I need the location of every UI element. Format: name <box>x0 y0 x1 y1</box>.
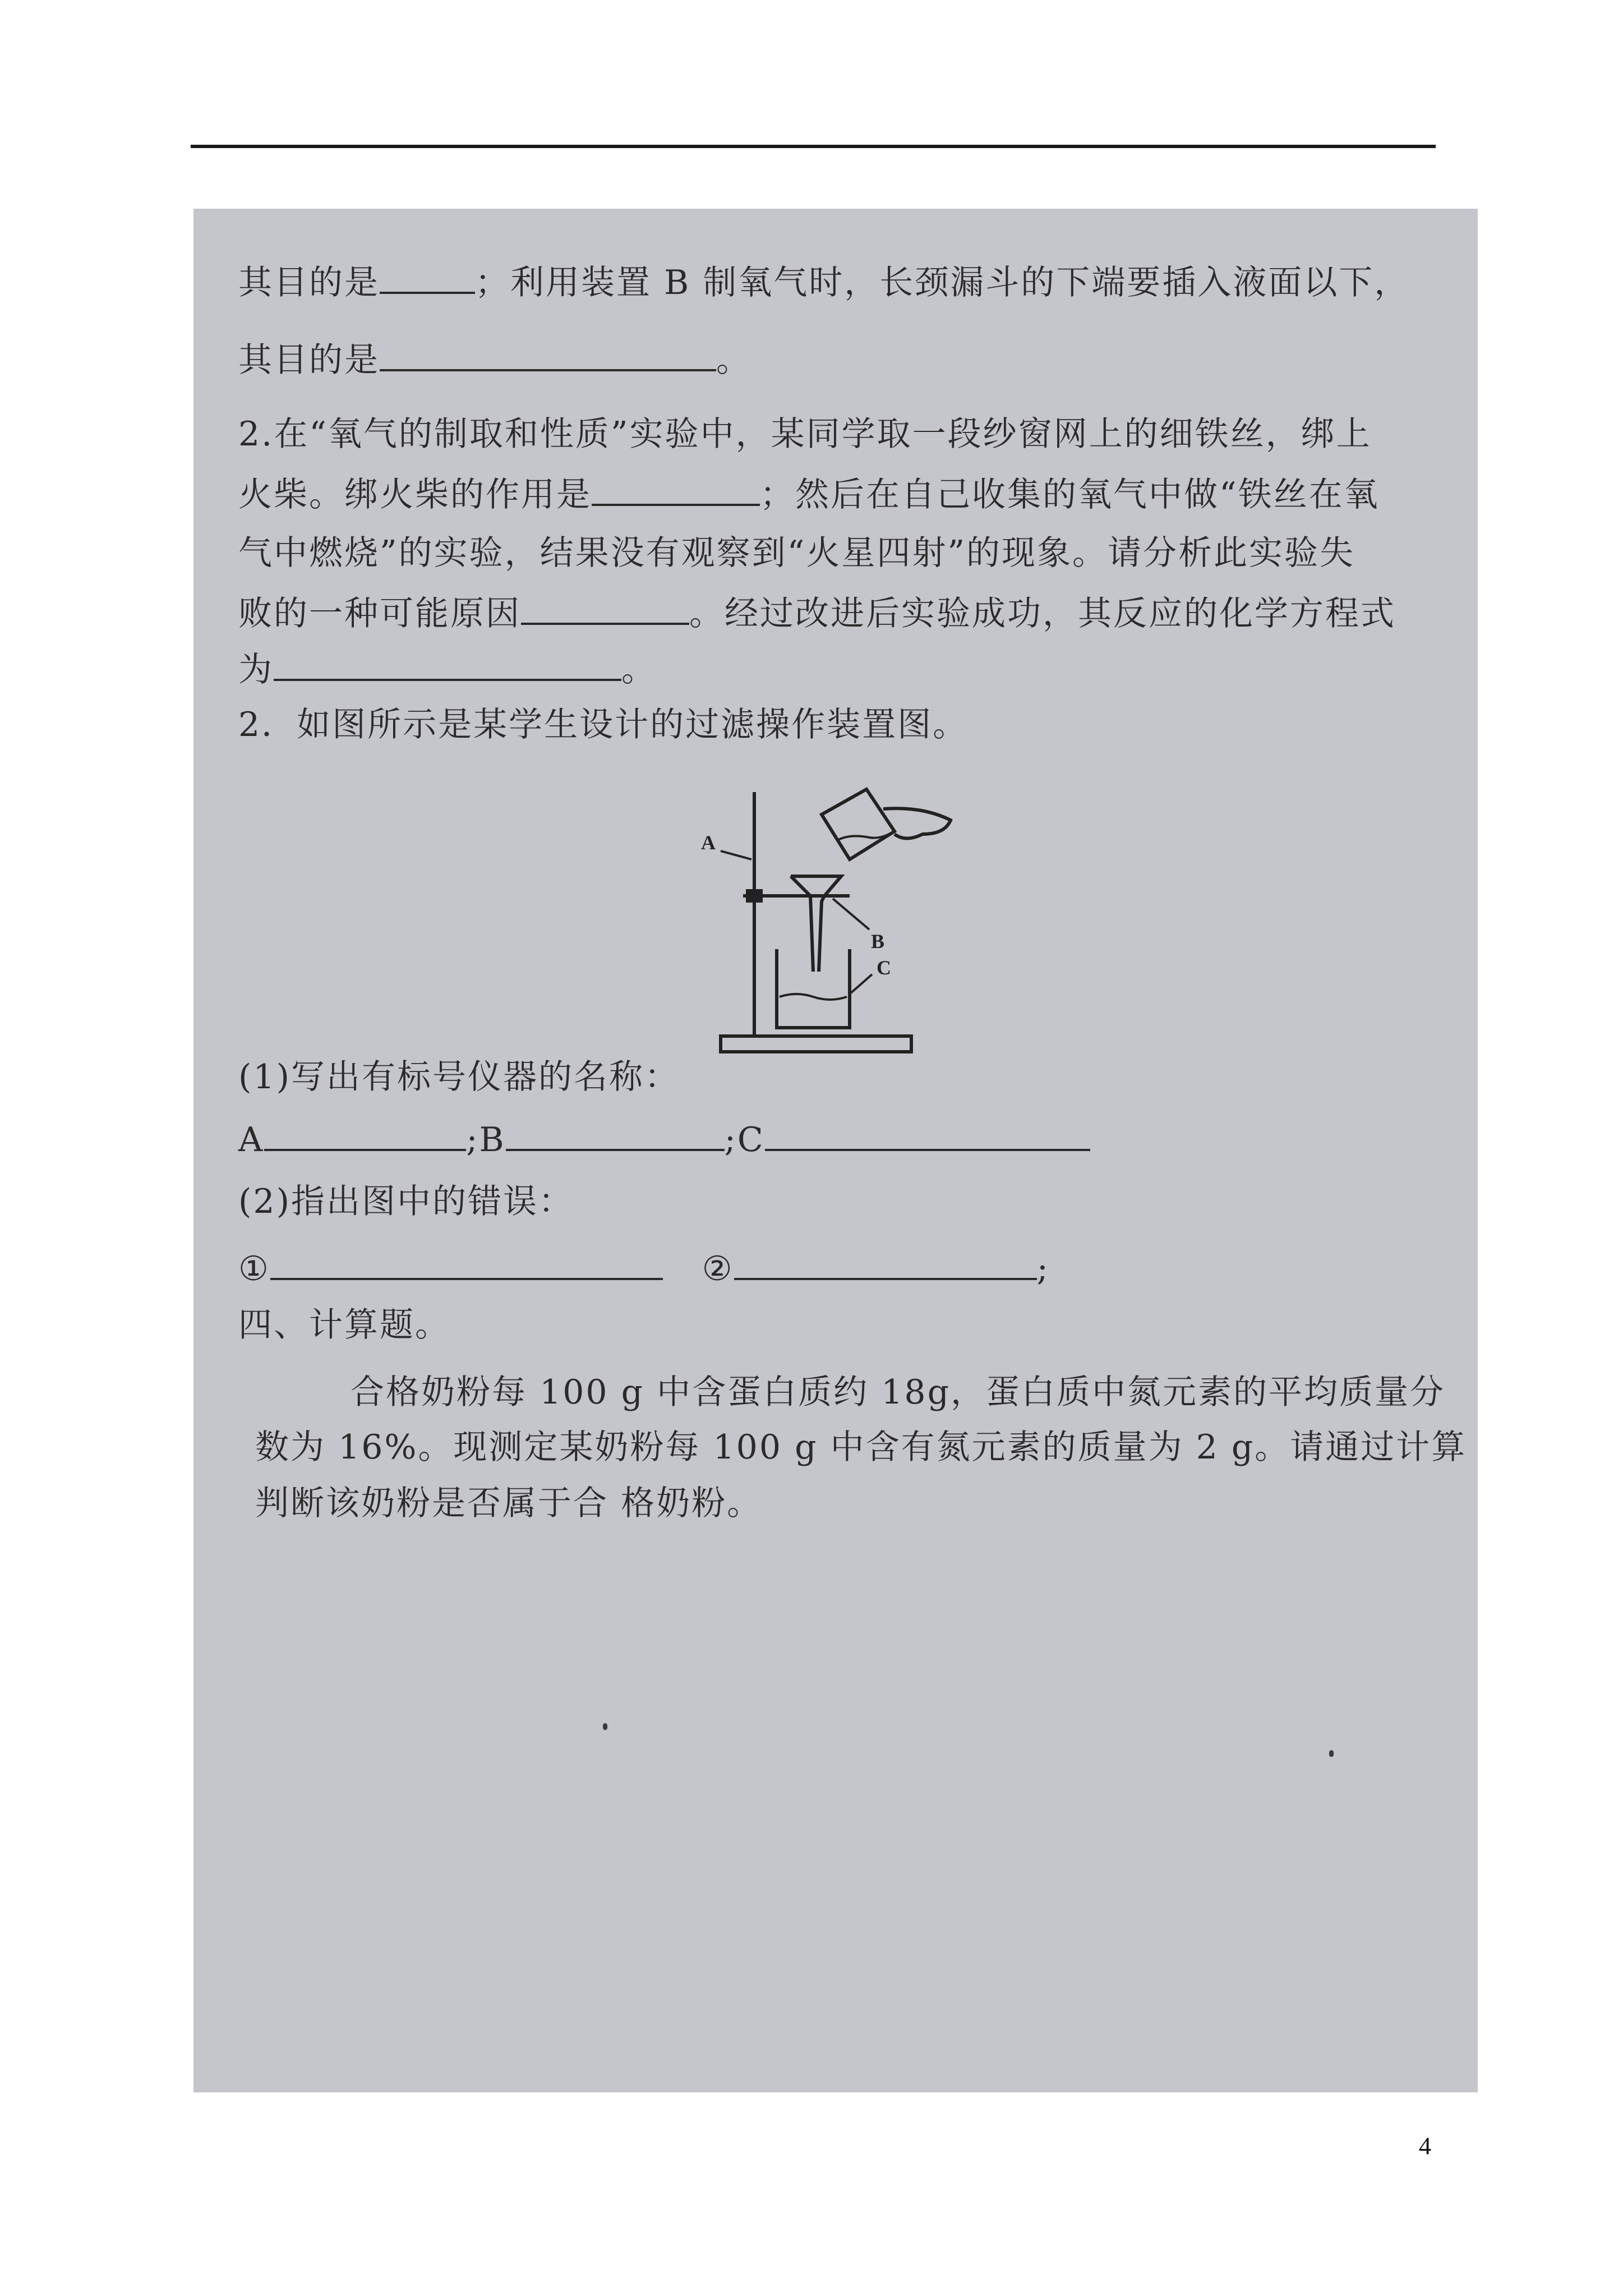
text-line-2 <box>238 337 751 383</box>
text: 败的一种可能原因 <box>238 594 521 633</box>
text-line-6 <box>238 590 1396 636</box>
calc-line-1: 合格奶粉每 100 g 中含蛋白质约 18g，蛋白质中氮元素的平均质量分 <box>351 1373 1445 1412</box>
text-line-3: 2.在“氧气的制取和性质”实验中，某同学取一段纱窗网上的细铁丝，绑上 <box>238 415 1372 454</box>
label-b-leader <box>833 899 869 930</box>
label-c-leader <box>850 974 872 994</box>
text: ② <box>702 1249 734 1289</box>
header-rule <box>191 145 1436 148</box>
text: 。 <box>621 650 657 689</box>
text: ;B <box>466 1120 506 1159</box>
text: 火柴。绑火柴的作用是 <box>238 475 592 514</box>
answer-blank-c <box>765 1116 1090 1151</box>
text-line-5: 气中燃烧”的实验，结果没有观察到“火星四射”的现象。请分析此实验失 <box>238 533 1355 573</box>
calc-line-3: 判断该奶粉是否属于合 格奶粉。 <box>255 1484 763 1523</box>
filtrate-surface <box>780 994 847 1000</box>
text: ；然后在自己收集的氧气中做“铁丝在氧 <box>760 475 1380 514</box>
section-heading: 四、计算题。 <box>238 1305 450 1345</box>
text: 。经过改进后实验成功，其反应的化学方程式 <box>689 594 1396 633</box>
answer-blank <box>274 646 621 681</box>
calc-line-2: 数为 16%。现测定某奶粉每 100 g 中含有氮元素的质量为 2 g。请通过计算 <box>255 1428 1467 1467</box>
stand-base <box>721 1036 911 1052</box>
text: ;C <box>724 1120 765 1159</box>
text: 。 <box>716 341 751 380</box>
label-a-leader <box>721 851 751 859</box>
text: 为 <box>238 650 274 689</box>
text: 其目的是 <box>238 263 380 302</box>
text-line-4 <box>238 471 1380 517</box>
answer-blank-a <box>264 1116 466 1151</box>
clamp-knob <box>748 891 761 901</box>
scan-speck <box>603 1723 607 1730</box>
filtration-apparatus-figure <box>681 781 1141 1073</box>
answer-blank <box>521 590 689 625</box>
text: 其目的是 <box>238 341 380 380</box>
question-1-answers <box>238 1116 1090 1162</box>
answer-blank <box>380 337 716 371</box>
text-line-1 <box>238 259 1409 305</box>
text-line-7 <box>238 646 657 692</box>
question-1-heading: (1)写出有标号仪器的名称： <box>238 1057 680 1097</box>
answer-blank-1 <box>270 1245 663 1280</box>
pouring-beaker <box>822 789 895 859</box>
figure-label-b: B <box>871 930 885 953</box>
figure-label-a: A <box>701 831 716 854</box>
text: ; <box>1036 1249 1050 1289</box>
answer-blank <box>380 259 475 294</box>
funnel-stem <box>791 876 813 972</box>
text: ；利用装置 B 制氧气时，长颈漏斗的下端要插入液面以下， <box>475 263 1410 302</box>
figure-label-c: C <box>877 956 891 979</box>
text: ① <box>238 1249 270 1289</box>
question-2-heading: (2)指出图中的错误： <box>238 1182 574 1221</box>
answer-blank <box>592 471 760 506</box>
text: A <box>238 1120 265 1159</box>
scanned-page <box>193 209 1478 2092</box>
scan-speck <box>1329 1750 1334 1757</box>
answer-blank-b <box>506 1116 725 1151</box>
question-2-answers <box>238 1245 1050 1291</box>
answer-blank-2 <box>734 1245 1037 1280</box>
funnel <box>791 876 841 972</box>
page-number: 4 <box>1419 2132 1431 2160</box>
text-line-8: 2．如图所示是某学生设计的过滤操作装置图。 <box>238 705 969 744</box>
